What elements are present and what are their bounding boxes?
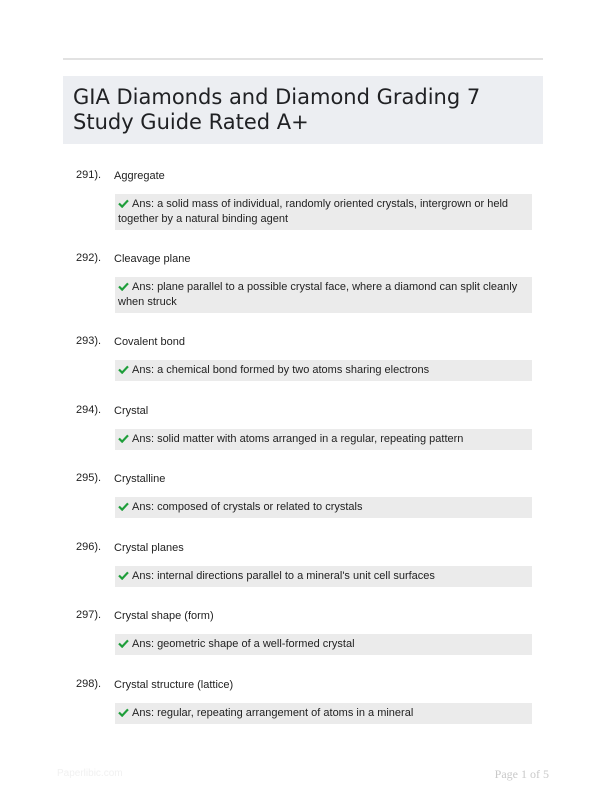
page-title: GIA Diamonds and Diamond Grading 7 Study Guide Rated A+ bbox=[73, 85, 481, 134]
page-number: Page 1 of 5 bbox=[494, 767, 549, 781]
answer-text: Ans: regular, repeating arrangement of atoms in a mineral bbox=[132, 707, 414, 719]
title-banner bbox=[63, 76, 543, 144]
question-number: 296). bbox=[76, 541, 102, 553]
answer-text: Ans: geometric shape of a well-formed crystal bbox=[132, 638, 355, 650]
answer-box bbox=[115, 277, 532, 313]
question-term: Crystal planes bbox=[114, 542, 184, 554]
question-number: 291). bbox=[76, 169, 102, 181]
answer-text: Ans: internal directions parallel to a mineral's unit cell surfaces bbox=[132, 570, 435, 582]
question-term: Crystal bbox=[114, 405, 149, 417]
question-term: Covalent bond bbox=[114, 336, 185, 348]
top-divider bbox=[63, 58, 543, 60]
footer-watermark: Paperlibic.com bbox=[57, 768, 123, 779]
answer-text: Ans: a chemical bond formed by two atoms sharing electrons bbox=[132, 364, 430, 376]
question-term: Cleavage plane bbox=[114, 253, 191, 265]
question-number: 293). bbox=[76, 335, 102, 347]
checkmark-icon bbox=[118, 282, 129, 291]
question-number: 294). bbox=[76, 404, 102, 416]
answer-box bbox=[115, 703, 532, 724]
question-number: 292). bbox=[76, 252, 102, 264]
question-term: Crystal shape (form) bbox=[114, 610, 214, 622]
answer-box bbox=[115, 429, 532, 450]
question-term: Crystalline bbox=[114, 473, 166, 485]
answer-box bbox=[115, 497, 532, 518]
answer-box bbox=[115, 566, 532, 587]
answer-box bbox=[115, 194, 532, 230]
answer-box bbox=[115, 634, 532, 655]
question-number: 297). bbox=[76, 609, 102, 621]
question-number: 298). bbox=[76, 678, 102, 690]
question-term: Aggregate bbox=[114, 170, 165, 182]
answer-text: Ans: solid matter with atoms arranged in a regular, repeating pattern bbox=[132, 433, 464, 445]
answer-text: Ans: a solid mass of individual, randomly oriented crystals, intergrown or held together by a natural binding agent bbox=[118, 198, 509, 225]
checkmark-icon bbox=[118, 365, 129, 374]
checkmark-icon bbox=[118, 708, 129, 717]
answer-box bbox=[115, 360, 532, 381]
checkmark-icon bbox=[118, 199, 129, 208]
checkmark-icon bbox=[118, 434, 129, 443]
answer-text: Ans: plane parallel to a possible crystal face, where a diamond can split cleanly when struck bbox=[118, 281, 518, 308]
question-term: Crystal structure (lattice) bbox=[114, 679, 234, 691]
checkmark-icon bbox=[118, 639, 129, 648]
answer-text: Ans: composed of crystals or related to crystals bbox=[132, 501, 363, 513]
question-number: 295). bbox=[76, 472, 102, 484]
checkmark-icon bbox=[118, 571, 129, 580]
checkmark-icon bbox=[118, 502, 129, 511]
